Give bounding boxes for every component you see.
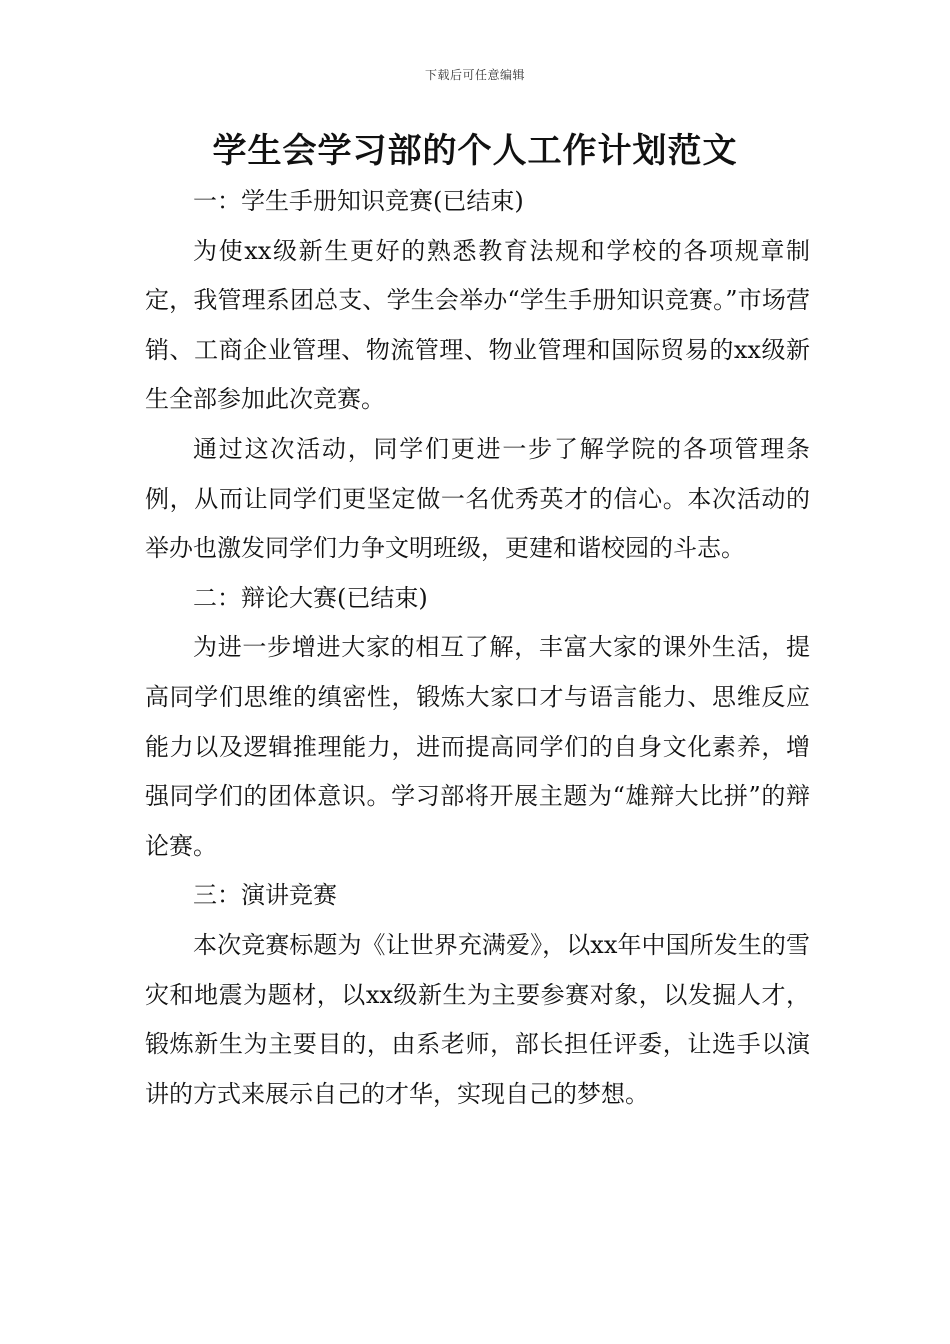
paragraph: 为使xx级新生更好的熟悉教育法规和学校的各项规章制定，我管理系团总支、学生会举办“学生手册知识竞赛。”市场营销、工商企业管理、物流管理、物业管理和国际贸易的xx级新生全部参加此次竞赛。 [145,236,810,414]
header-note: 下载后可任意编辑 [424,68,525,82]
paragraph: 本次竞赛标题为《让世界充满爱》，以xx年中国所发生的雪灾和地震为题材，以xx级新生为主要参赛对象，以发掘人才，锻炼新生为主要目的，由系老师，部长担任评委，让选手以演讲的方式来展示自己的才华，实现自己的梦想。 [145,930,810,1108]
paragraph: 通过这次活动，同学们更进一步了解学院的各项管理条例，从而让同学们更坚定做一名优秀英才的信心。本次活动的举办也激发同学们力争文明班级，更建和谐校园的斗志。 [145,434,810,563]
section-heading-2: 二：辩论大赛(已结束) [193,583,428,612]
section-heading-1: 一：学生手册知识竞赛(已结束) [193,187,524,215]
document-body [145,177,810,1119]
document-title: 学生会学习部的个人工作计划范文 [212,131,738,171]
paragraph: 为进一步增进大家的相互了解，丰富大家的课外生活，提高同学们思维的缜密性，锻炼大家口才与语言能力、思维反应能力以及逻辑推理能力，进而提高同学们的自身文化素养，增强同学们的团体意识。学习部将开展主题为“雄辩大比拼”的辩论赛。 [145,633,810,860]
section-heading-3: 三：演讲竞赛 [193,881,337,910]
